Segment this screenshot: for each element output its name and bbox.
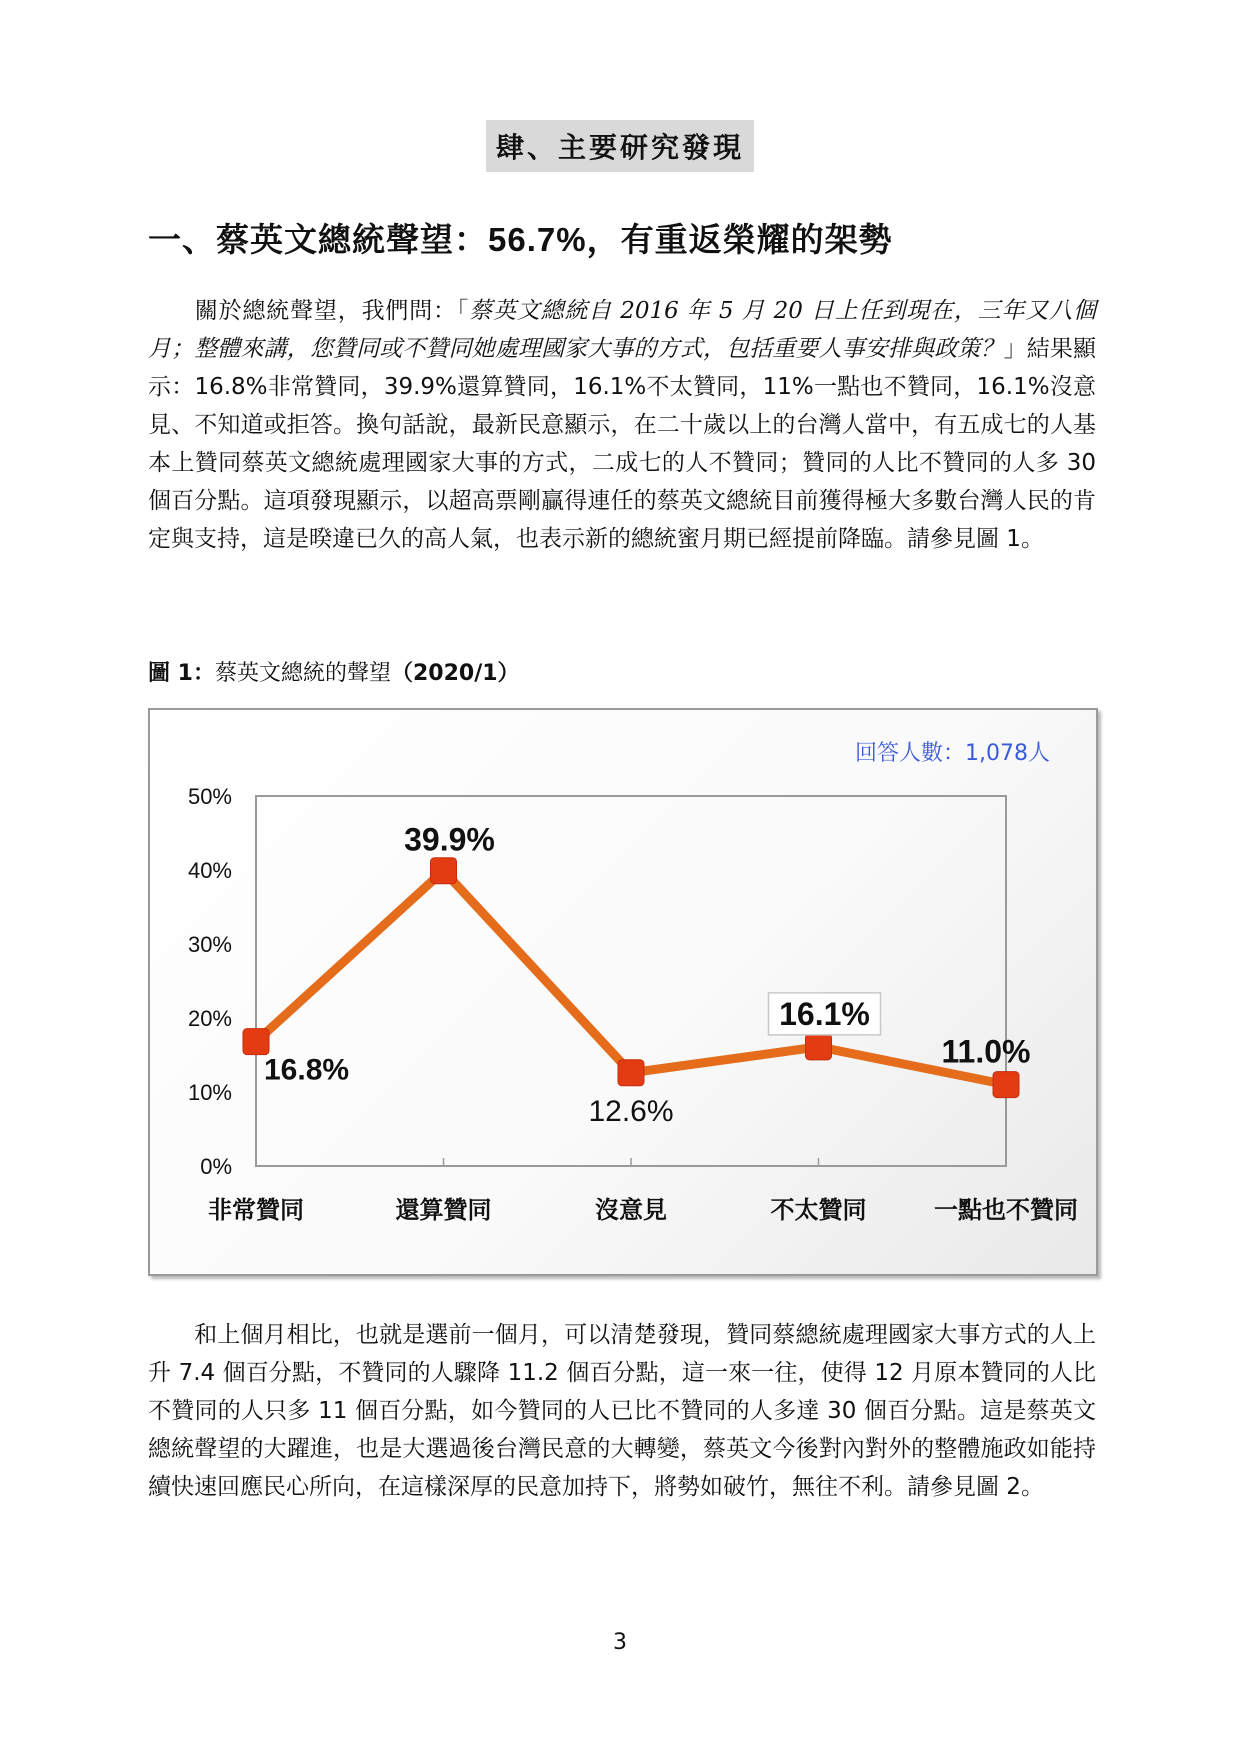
data-point	[993, 1072, 1019, 1098]
respondent-count-annotation: 回答人數：1,078人	[855, 741, 1050, 766]
data-point	[243, 1029, 269, 1055]
approval-chart-svg	[150, 710, 1096, 1274]
data-label: 12.6%	[588, 1094, 674, 1128]
para1-rest: 」結果顯示：16.8%非常贊同，39.9%還算贊同，16.1%不太贊同，11%一點也不贊同，16.1%沒意見、不知道或拒答。換句話說，最新民意顯示，在二十歲以上的台灣人當中，有五成七的人基本上贊同蔡英文總統處理國家大事的方式，二成七的人不贊同；贊同的人比不贊同的人多 30 個百分點。這項發現顯示，以超高票剛贏得連任的蔡英文總統目前獲得極大多數台灣人民的肯定與支持，這是暌違已久的高人氣，也表示新的總統蜜月期已經提前降臨。請參見圖 1。	[148, 336, 1096, 552]
heading-prefix: 一、蔡英文總統聲望：	[148, 220, 488, 259]
subsection-heading	[148, 214, 1108, 261]
figure-caption-label: 圖 1：	[148, 661, 215, 686]
x-category-label: 還算贊同	[395, 1196, 492, 1224]
y-tick-label: 50%	[187, 784, 232, 809]
figure-caption	[148, 656, 520, 687]
approval-chart	[148, 708, 1098, 1276]
x-category-label: 不太贊同	[770, 1196, 867, 1224]
data-label: 11.0%	[941, 1033, 1031, 1070]
page-number: 3	[613, 1630, 627, 1655]
x-category-label: 沒意見	[595, 1196, 667, 1224]
y-tick-label: 20%	[187, 1006, 232, 1031]
x-category-label: 非常贊同	[208, 1196, 304, 1224]
y-tick-label: 10%	[187, 1080, 232, 1105]
heading-suffix: ，有重返榮耀的架勢	[586, 220, 893, 259]
para2-text: 和上個月相比，也就是選前一個月，可以清楚發現，贊同蔡總統處理國家大事方式的人上升 7.4 個百分點，不贊同的人驟降 11.2 個百分點，這一來一往，使得 12 月原本贊同的人比不贊同的人只多 11 個百分點，如今贊同的人已比不贊同的人多達 30 個百分點。這是蔡英文總統聲望的大躍進，也是大選過後台灣民意的大轉變，蔡英文今後對內對外的整體施政如能持續快速回應民心所向，在這樣深厚的民意加持下，將勢如破竹，無往不利。請參見圖 2。	[148, 1322, 1096, 1500]
data-label: 39.9%	[404, 821, 495, 858]
para1-lead: 關於總統聲望，我們問：「	[194, 298, 470, 324]
x-category-label: 一點也不贊同	[934, 1196, 1078, 1224]
data-label: 16.8%	[264, 1053, 350, 1087]
section-title-text: 肆、主要研究發現	[486, 120, 754, 172]
heading-value: 56.7%	[488, 221, 587, 258]
paragraph-approval	[148, 292, 1096, 558]
data-label: 16.1%	[779, 995, 870, 1032]
data-point	[618, 1060, 644, 1086]
data-point	[431, 858, 457, 884]
data-point	[806, 1034, 832, 1060]
y-tick-label: 30%	[187, 932, 232, 957]
y-tick-label: 40%	[187, 858, 232, 883]
survey-question: 蔡英文總統自 2016 年 5 月 20 日上任到現在，三年又八個月；整體來講，您贊同或不贊同她處理國家大事的方式，包括重要人事安排與政策？	[148, 298, 1096, 362]
series-line	[256, 871, 1006, 1085]
paragraph-comparison	[148, 1316, 1096, 1506]
y-tick-label: 0%	[200, 1154, 232, 1179]
figure-caption-date: （2020/1）	[390, 661, 520, 686]
figure-caption-text: 蔡英文總統的聲望	[214, 661, 391, 686]
section-title	[0, 120, 1240, 172]
